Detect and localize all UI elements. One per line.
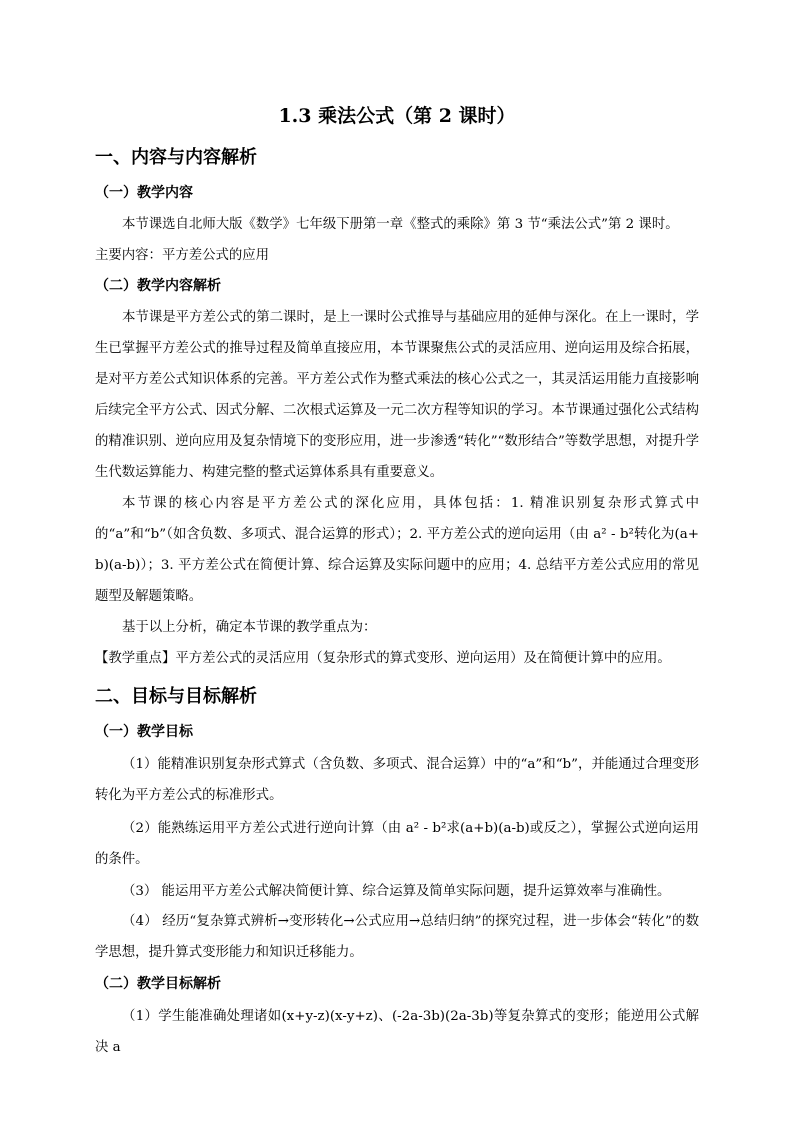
subsection-heading-goals-analysis: （二）教学目标解析 [95, 976, 221, 992]
paragraph-key-point: 【教学重点】平方差公式的灵活应用（复杂形式的算式变形、逆向运用）及在简便计算中的应用。 [95, 651, 671, 666]
section-heading-content-analysis: 一、内容与内容解析 [95, 147, 257, 168]
goal-item-1: （1）能精准识别复杂形式算式（含负数、多项式、混合运算）中的“a”和“b”，并能通过合理变形转化为平方差公式的标准形式。 [95, 757, 699, 803]
paragraph-core-content: 本节课的核心内容是平方差公式的深化应用，具体包括：1. 精准识别复杂形式算式中的“a”和“b”（如含负数、多项式、混合运算的形式）；2. 平方差公式的逆向运用（由 a² - b²转化为(a+b)(a-b)）；3. 平方差公式在简便计算、综合运算及实际问题中的应用；4. 总结平方差公式应用的常见题型及解题策略。 [95, 496, 699, 604]
goal-item-2: （2）能熟练运用平方差公式进行逆向计算（由 a² - b²求(a+b)(a-b)或反之），掌握公式逆向运用的条件。 [95, 821, 699, 867]
goal-item-3: （3） 能运用平方差公式解决简便计算、综合运算及简单实际问题，提升运算效率与准确性。 [122, 884, 671, 899]
subsection-heading-teaching-goals: （一）教学目标 [95, 724, 193, 740]
paragraph-lesson-analysis: 本节课是平方差公式的第二课时，是上一课时公式推导与基础应用的延伸与深化。在上一课时，学生已掌握平方差公式的推导过程及简单直接应用，本节课聚焦公式的灵活应用、逆向运用及综合拓展，是对平方差公式知识体系的完善。平方差公式作为整式乘法的核心公式之一，其灵活运用能力直接影响后续完全平方公式、因式分解、二次根式运算及一元二次方程等知识的学习。本节课通过强化公式结构的精准识别、逆向应用及复杂情境下的变形应用，进一步渗透“转化”“数形结合”等数学思想，对提升学生代数运算能力、构建完整的整式运算体系具有重要意义。 [95, 310, 699, 480]
section-heading-goals-analysis: 二、目标与目标解析 [95, 686, 257, 707]
subsection-heading-content-analysis: （二）教学内容解析 [95, 278, 221, 294]
goal-item-4: （4） 经历“复杂算式辨析→变形转化→公式应用→总结归纳”的探究过程，进一步体会“转化”的数学思想，提升算式变形能力和知识迁移能力。 [95, 914, 699, 960]
paragraph-goal-analysis: （1）学生能准确处理诸如(x+y-z)(x-y+z)、(-2a-3b)(2a-3b)等复杂算式的变形；能逆用公式解决 a [95, 1009, 699, 1055]
paragraph-course-source: 本节课选自北师大版《数学》七年级下册第一章《整式的乘除》第 3 节“乘法公式”第 2 课时。 [122, 217, 679, 232]
page-title: 1.3 乘法公式（第 2 课时） [278, 105, 516, 127]
subsection-heading-teaching-content: （一）教学内容 [95, 185, 193, 201]
paragraph-main-content: 主要内容：平方差公式的应用 [95, 248, 270, 263]
paragraph-key-point-intro: 基于以上分析，确定本节课的教学重点为： [122, 620, 377, 635]
